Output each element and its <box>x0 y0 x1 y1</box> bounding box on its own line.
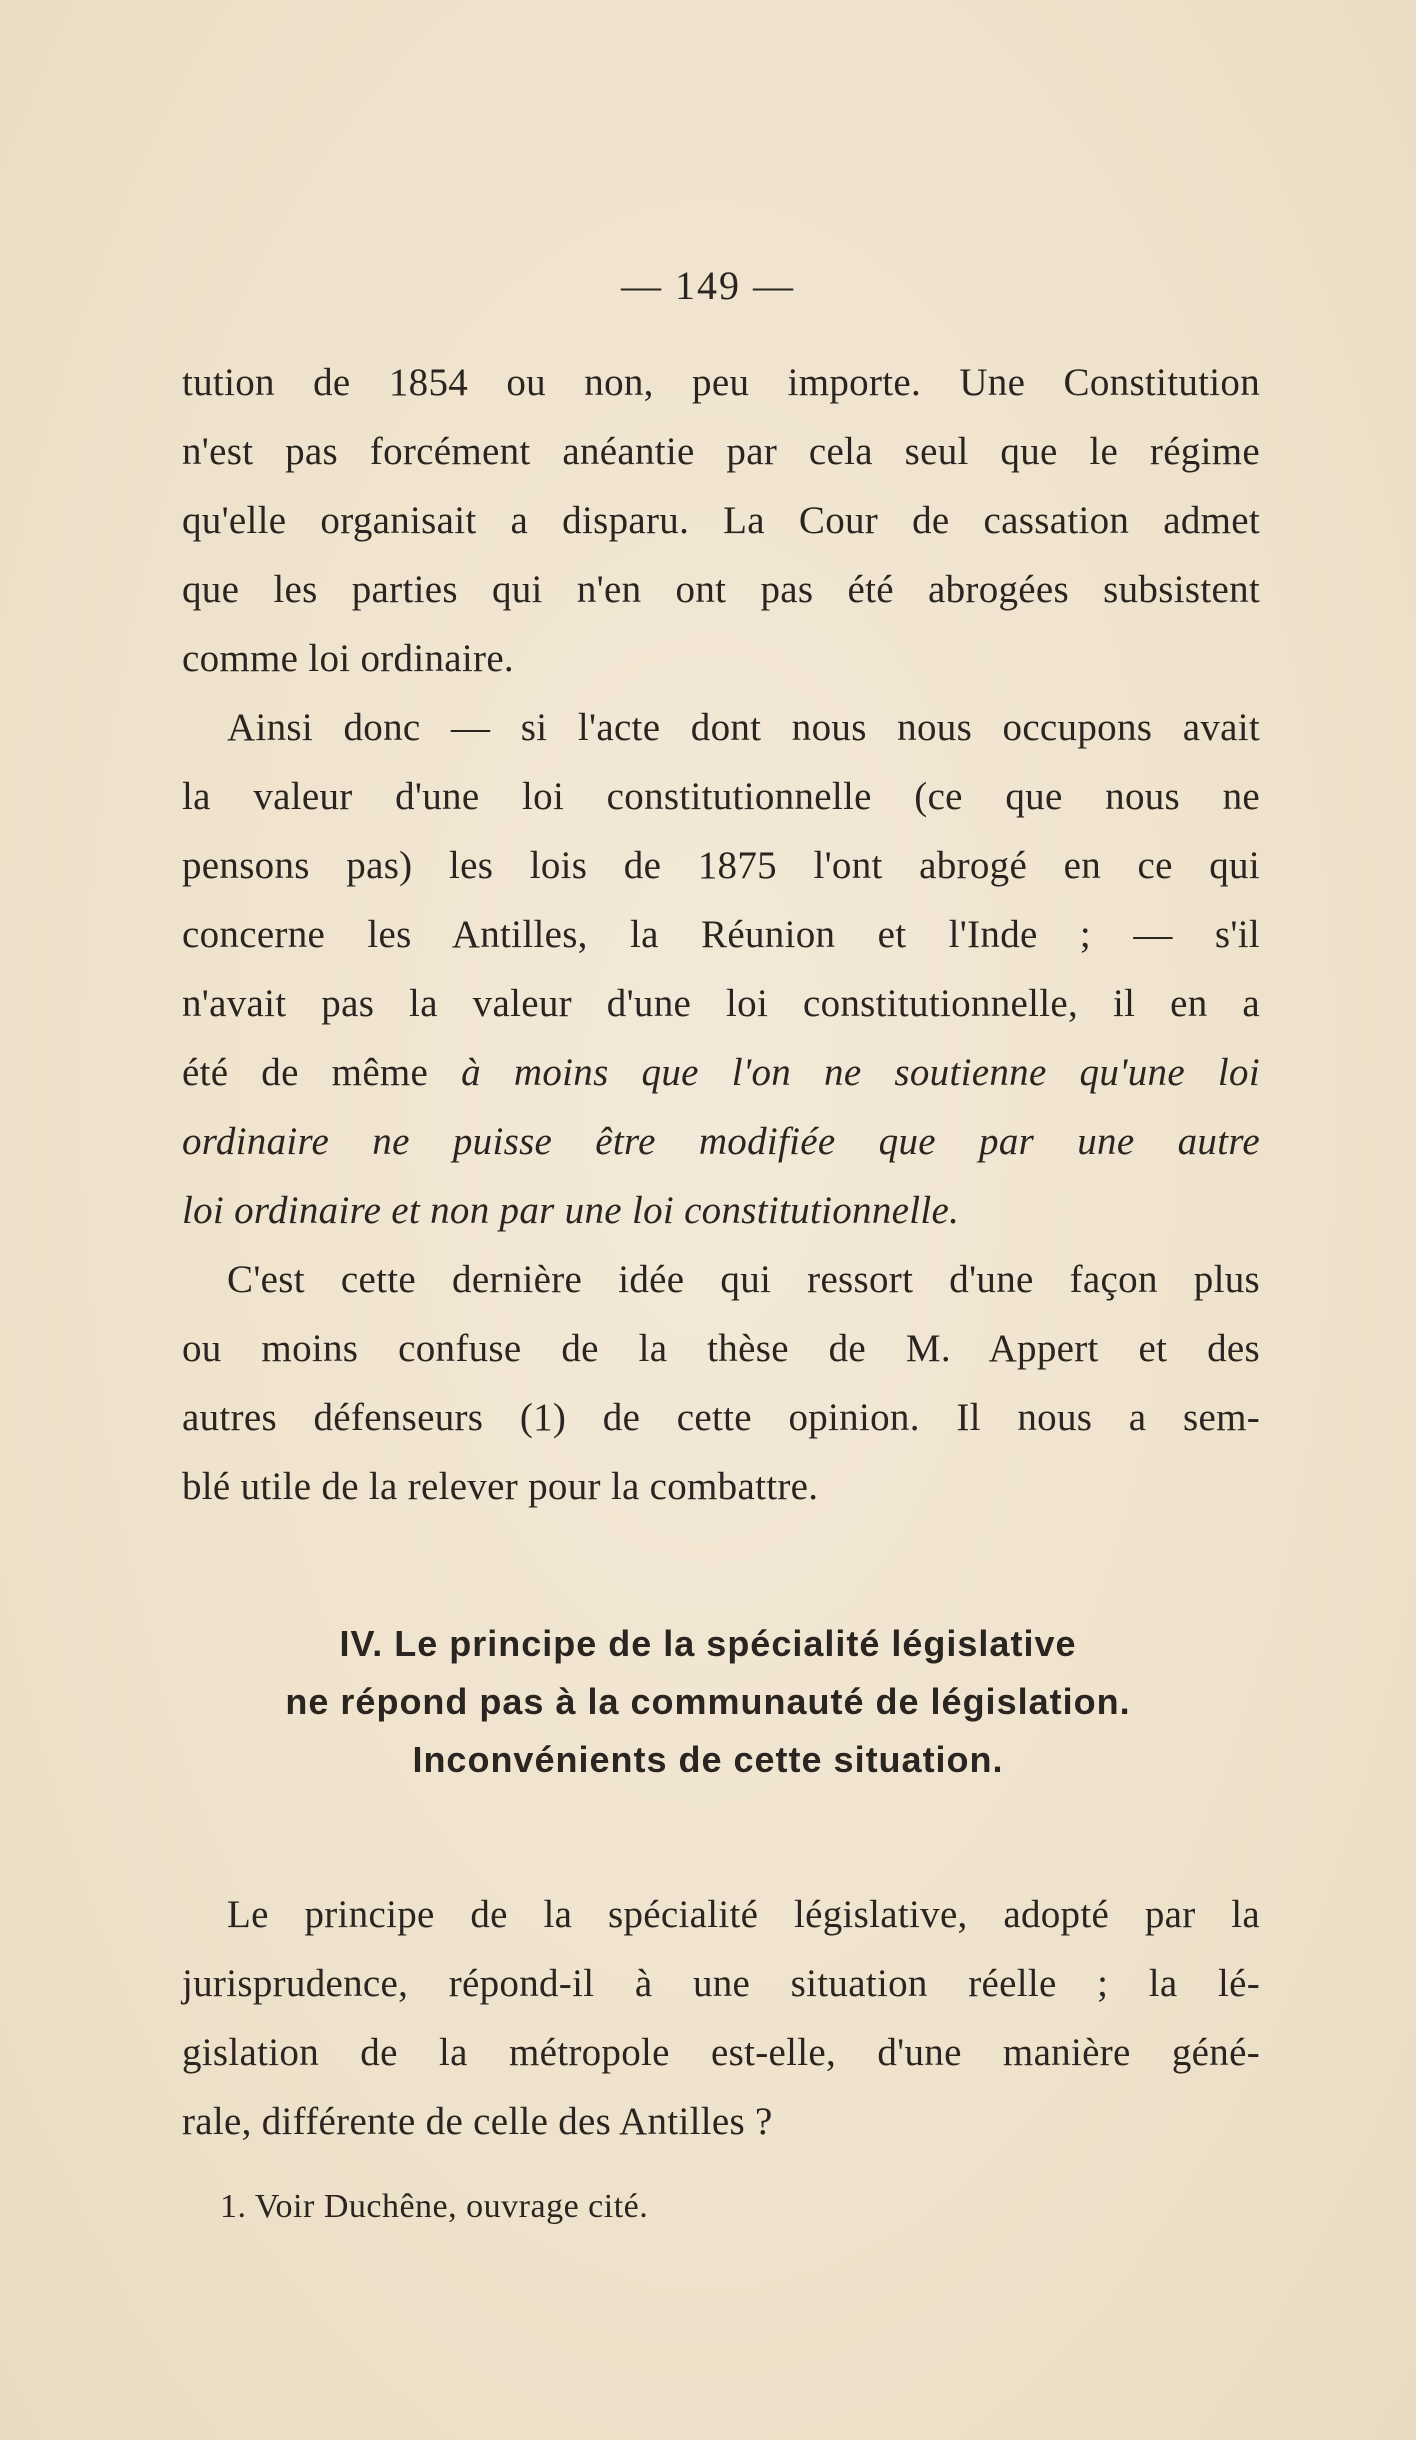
text-line: rale, différente de celle des Antilles ? <box>182 2100 773 2143</box>
paragraph-ainsi-donc <box>182 693 1260 1245</box>
text-line: gislation de la métropole est-elle, d'une manière géné- <box>182 2031 1260 2074</box>
paragraph-derniere-idee <box>182 1245 1260 1521</box>
section-heading <box>140 1615 1276 1789</box>
page-number: — 149 — <box>621 263 795 308</box>
text-line: blé utile de la relever pour la combattre. <box>182 1465 819 1508</box>
roman-text: été de même <box>182 1051 462 1094</box>
text-line-mixed <box>182 1038 1260 1107</box>
footnote: 1. Voir Duchêne, ouvrage cité. <box>220 2188 649 2225</box>
heading-line: ne répond pas à la communauté de législation. <box>285 1681 1131 1722</box>
text-line: comme loi ordinaire. <box>182 637 514 680</box>
text-line: C'est cette dernière idée qui ressort d'une façon plus <box>227 1258 1260 1301</box>
text-line: pensons pas) les lois de 1875 l'ont abrogé en ce qui <box>182 844 1260 887</box>
italic-text: à moins que l'on ne soutienne qu'une loi <box>461 1051 1260 1094</box>
text-line: jurisprudence, répond-il à une situation réelle ; la lé- <box>182 1962 1260 2005</box>
text-line: n'avait pas la valeur d'une loi constitutionnelle, il en a <box>182 982 1260 1025</box>
text-line: ou moins confuse de la thèse de M. Appert et des <box>182 1327 1260 1370</box>
text-line: n'est pas forcément anéantie par cela seul que le régime <box>182 430 1260 473</box>
text-line: que les parties qui n'en ont pas été abrogées subsistent <box>182 568 1260 611</box>
paragraph-principe <box>182 1880 1260 2156</box>
text-line: tution de 1854 ou non, peu importe. Une Constitution <box>182 361 1260 404</box>
paragraph-continuation <box>182 348 1260 693</box>
heading-line: Inconvénients de cette situation. <box>412 1739 1004 1780</box>
italic-line: loi ordinaire et non par une loi constitutionnelle. <box>182 1189 960 1232</box>
text-line: Ainsi donc — si l'acte dont nous nous occupons avait <box>227 706 1260 749</box>
text-line: la valeur d'une loi constitutionnelle (ce que nous ne <box>182 775 1260 818</box>
text-line: qu'elle organisait a disparu. La Cour de cassation admet <box>182 499 1260 542</box>
heading-line: IV. Le principe de la spécialité législative <box>339 1623 1077 1664</box>
text-line: autres défenseurs (1) de cette opinion. Il nous a sem- <box>182 1396 1260 1439</box>
italic-line: ordinaire ne puisse être modifiée que par une autre <box>182 1120 1260 1163</box>
text-line: Le principe de la spécialité législative, adopté par la <box>227 1893 1260 1936</box>
text-line: concerne les Antilles, la Réunion et l'Inde ; — s'il <box>182 913 1260 956</box>
